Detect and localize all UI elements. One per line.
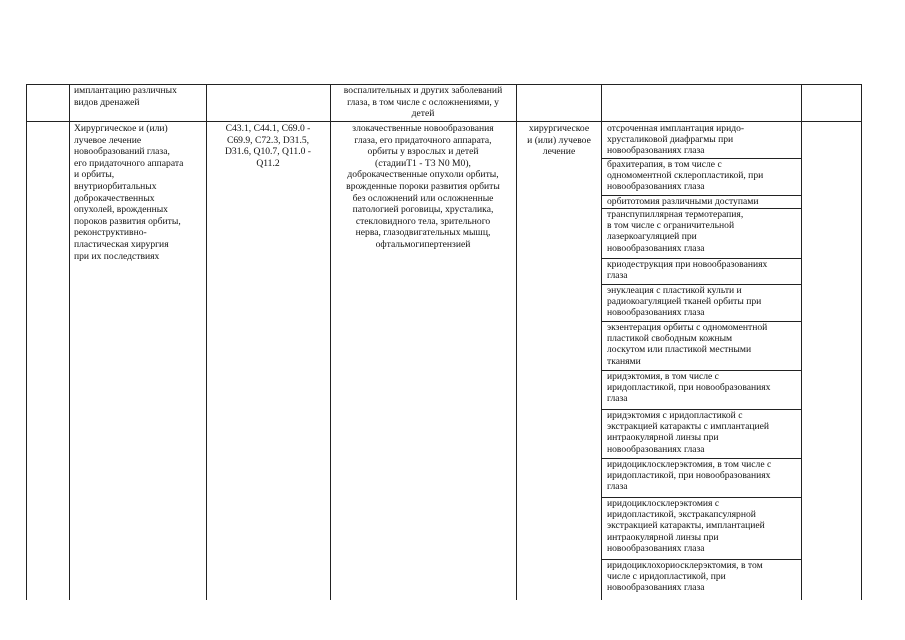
method-cell: брахитерапия, в том числе с одномоментной склеропластикой, при новообразованиях глаза bbox=[607, 159, 764, 193]
column-border bbox=[601, 84, 602, 600]
treatment-name: Хирургическое и (или) лучевое лечение новообразований глаза, его придаточного аппарата и орбиты, внутриорбитальных доброкачественных опухолей, врожденных пороков развития орбиты, реконструктивно- пластическая хирургия при их последствиях bbox=[74, 123, 184, 262]
method-cell: экзентерация орбиты с одномоментной пластикой свободным кожным лоскутом или пластикой местными тканями bbox=[607, 322, 768, 367]
icd-codes: C43.1, C44.1, C69.0 - C69.9, C72.3, D31.5, D31.6, Q10.7, Q11.0 - Q11.2 bbox=[225, 123, 311, 169]
method-cell: энуклеация с пластикой культи и радиокоагуляцией тканей орбиты при новообразованиях глаза bbox=[607, 285, 762, 319]
method-cell: криодеструкция при новообразованиях глаза bbox=[607, 259, 768, 282]
method-cell: иридэктомия с иридопластикой с экстракцией катаракты с имплантацией интраокулярной линзы при новообразованиях глаза bbox=[607, 410, 770, 455]
column-border bbox=[516, 84, 517, 600]
column-border bbox=[861, 84, 862, 600]
method-cell: иридэктомия, в том числе с иридопластикой, при новообразованиях глаза bbox=[607, 371, 771, 405]
column-border bbox=[801, 84, 802, 600]
method-cell: иридоциклосклерэктомия с иридопластикой, экстракапсулярной экстракцией катаракты, имплантацией интраокулярной линзы при новообразованиях глаза bbox=[607, 498, 765, 554]
prev-row-condition: имплантацию различных видов дренажей bbox=[74, 85, 177, 108]
method-cell: орбитотомия различными доступами bbox=[607, 196, 759, 207]
method-cell: транспупиллярная термотерапия, в том числе с ограничительной лазеркоагуляцией при новообразованиях глаза bbox=[607, 209, 744, 254]
column-border bbox=[69, 84, 70, 600]
diagnosis-description: злокачественные новообразования глаза, его придаточного аппарата, орбиты у взрослых и детей (стадииТ1 - Т3 N0 M0), доброкачественные опухоли орбиты, врожденные пороки развития орбиты без осложнений или осложненные патологией роговицы, хрусталика, стекловидного тела, зрительного нерва, глазодвигательных мышц, офтальмогипертензией bbox=[346, 123, 500, 250]
method-cell: отсроченная имплантация иридо- хрусталиковой диафрагмы при новообразованиях глаза bbox=[607, 123, 745, 157]
treatment-type: хирургическое и (или) лучевое лечение bbox=[527, 123, 591, 158]
column-border bbox=[26, 84, 27, 600]
row-divider bbox=[26, 121, 861, 122]
method-cell: иридоциклосклерэктомия, в том числе с иридопластикой, при новообразованиях глаза bbox=[607, 459, 772, 493]
prev-row-diagnosis: воспалительных и других заболеваний глаза, в том числе с осложнениями, у детей bbox=[343, 85, 503, 120]
method-cell: иридоциклохориосклерэктомия, в том числе с иридопластикой, при новообразованиях глаза bbox=[607, 560, 763, 594]
